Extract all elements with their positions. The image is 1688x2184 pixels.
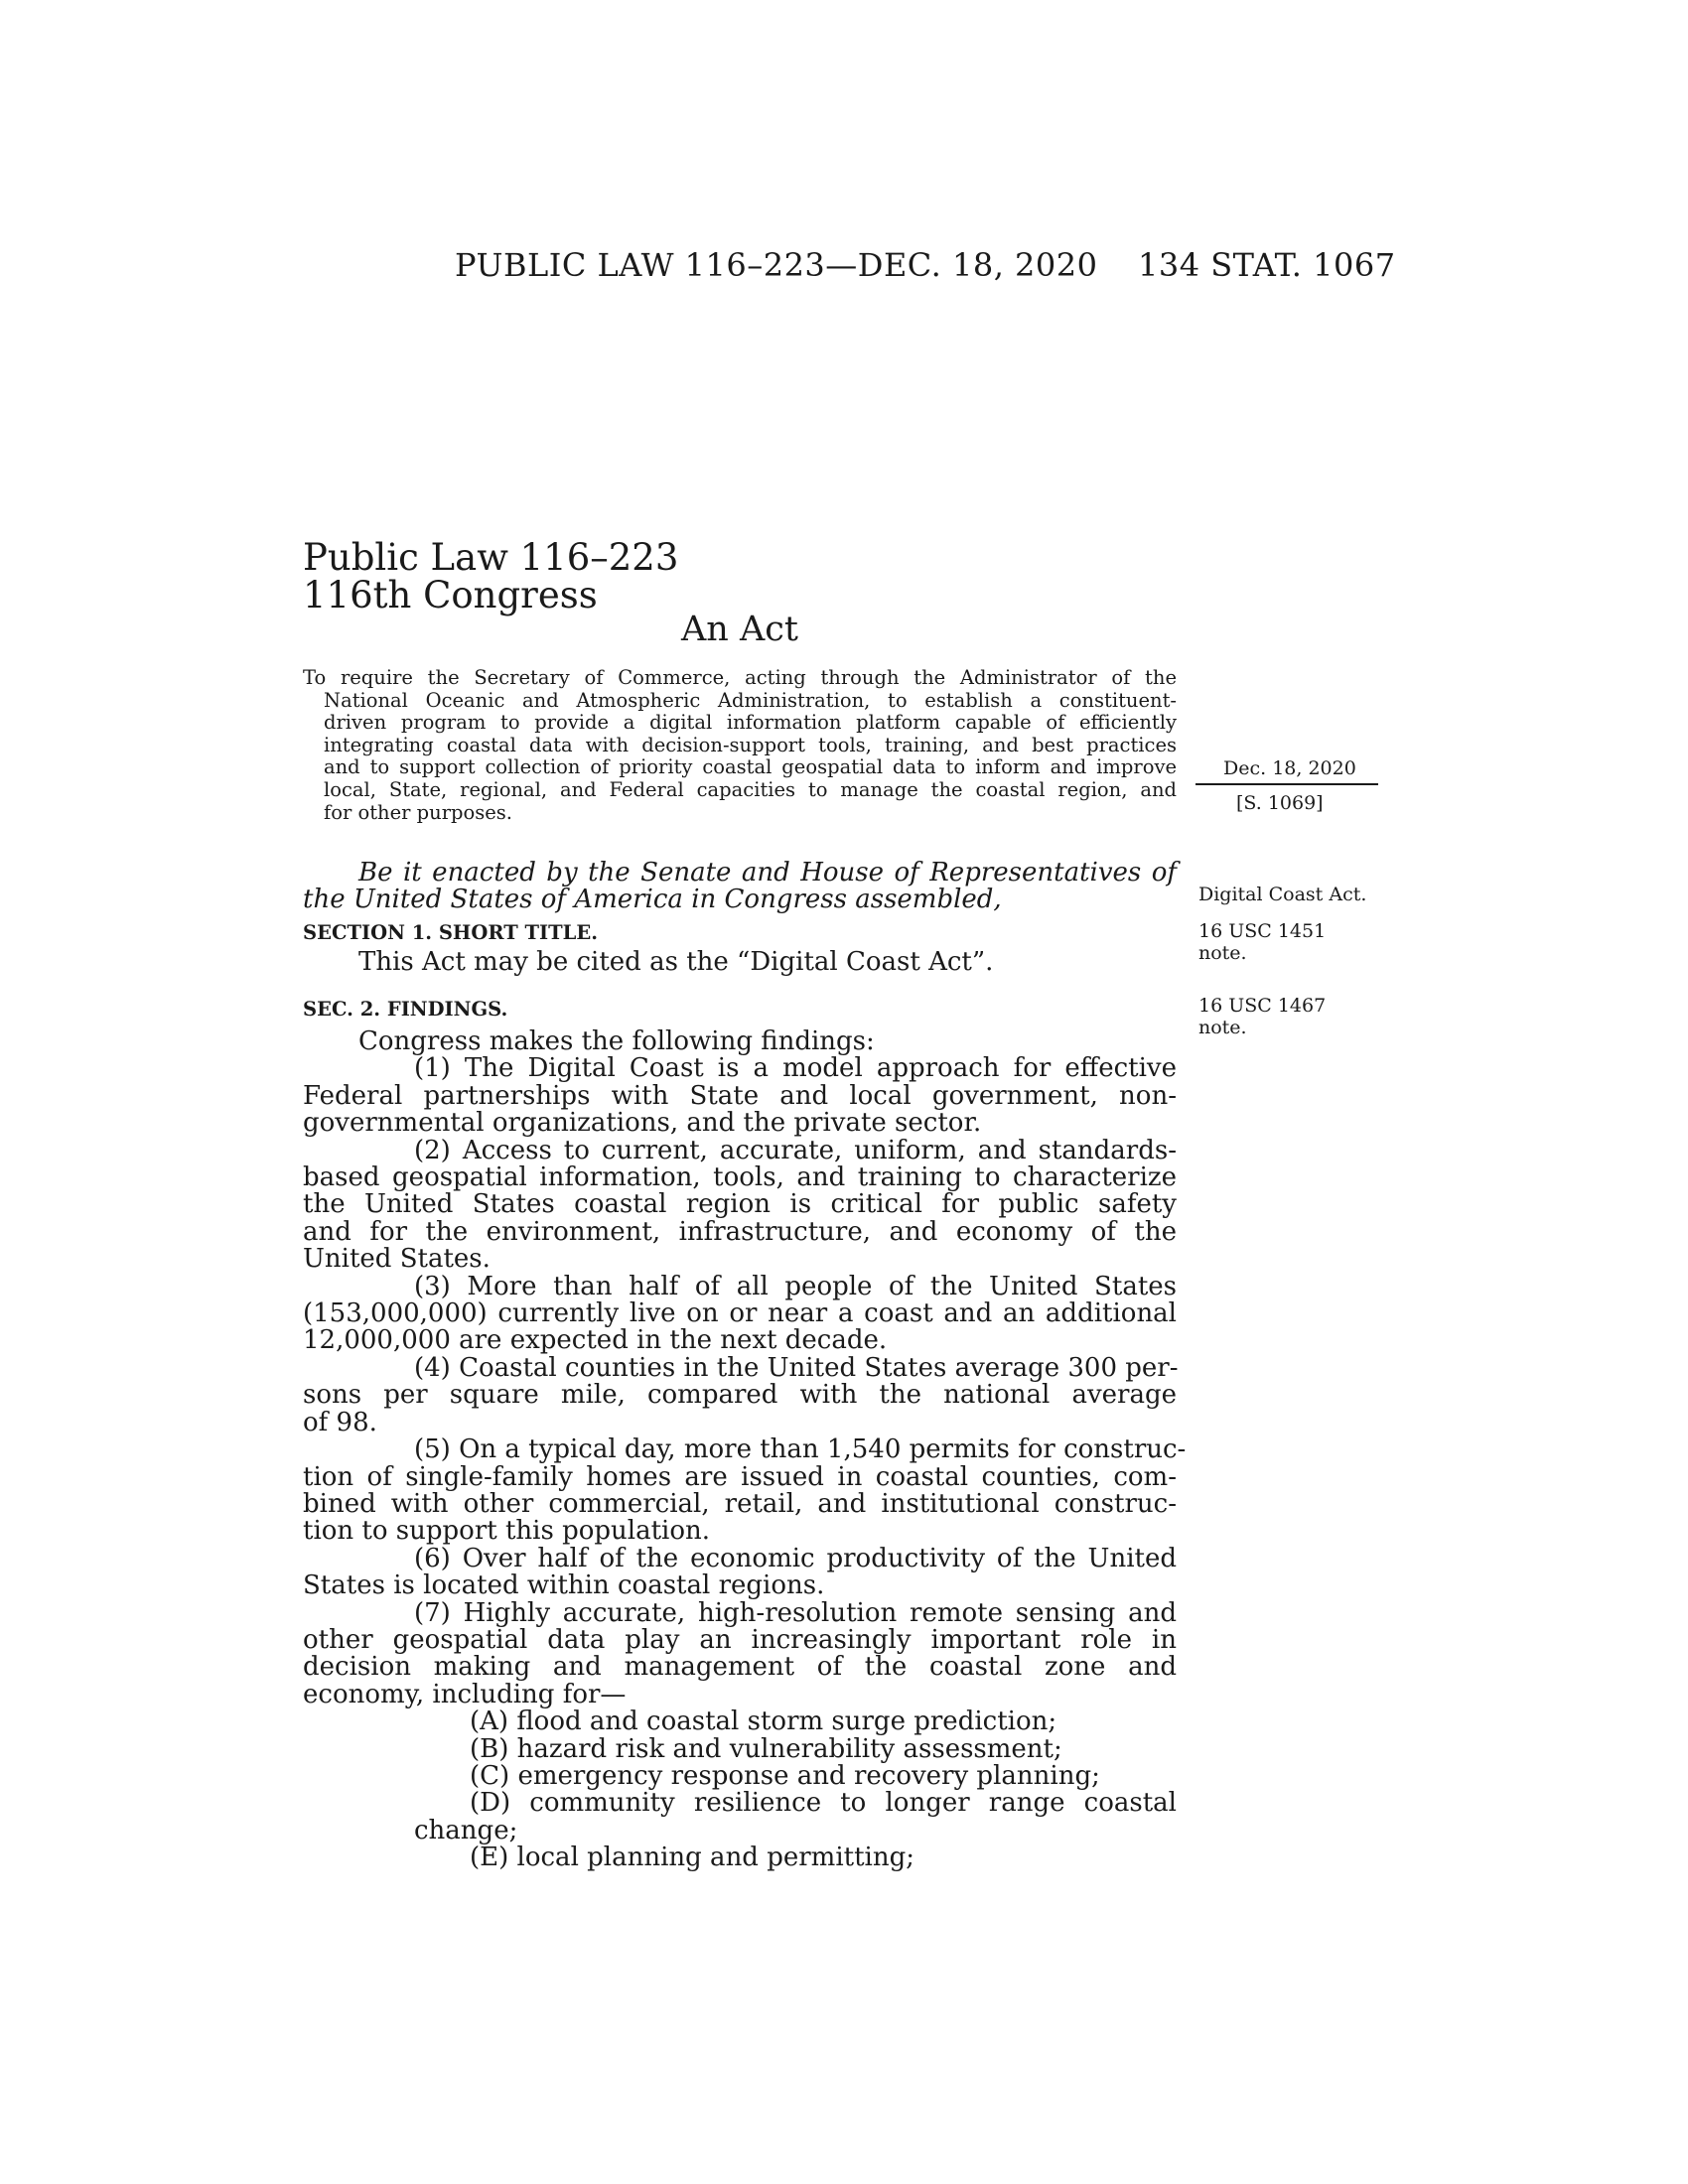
finding-line: United States. [303, 1244, 491, 1275]
finding-line: of 98. [303, 1407, 377, 1437]
subfinding-line: (D) community resilience to longer range coastal [470, 1788, 1177, 1819]
findings-intro: Congress makes the following findings: [358, 1026, 875, 1056]
purpose-line: for other purposes. [324, 800, 513, 824]
finding-line: tion of single-family homes are issued in coastal counties, com- [303, 1461, 1177, 1492]
enacting-line: the United States of America in Congress assembled, [303, 885, 1002, 915]
finding-line: (5) On a typical day, more than 1,540 permits for construc- [414, 1434, 1187, 1465]
section-2-body [303, 1026, 1187, 1873]
margin-note-usc-1: 16 USC 1451 [1198, 920, 1327, 942]
purpose-line: and to support collection of priority coastal geospatial data to inform and improve [324, 755, 1177, 779]
finding-line: other geospatial data play an increasingly important role in [303, 1624, 1177, 1655]
section-2-heading: SEC. 2. FINDINGS. [303, 998, 508, 1021]
subfinding-line: (A) flood and coastal storm surge prediction; [470, 1706, 1057, 1737]
running-head-page-number: 134 STAT. 1067 [1138, 246, 1396, 284]
purpose-line: integrating coastal data with decision-support tools, training, and best practices [324, 733, 1177, 756]
finding-line: (7) Highly accurate, high-resolution remote sensing and [414, 1597, 1177, 1628]
act-heading: An Act [681, 610, 798, 649]
law-number: Public Law 116–223 [303, 536, 679, 579]
section-1-text: This Act may be cited as the “Digital Coast Act”. [358, 947, 994, 977]
purpose-line: To require the Secretary of Commerce, acting through the Administrator of the [303, 666, 1177, 689]
margin-note-divider [1196, 783, 1378, 785]
finding-line: based geospatial information, tools, and training to characterize [303, 1162, 1177, 1193]
finding-line: the United States coastal region is critical for public safety [303, 1189, 1177, 1220]
running-head-left: PUBLIC LAW 116–223—DEC. 18, 2020 [455, 246, 1098, 284]
purpose-line: National Oceanic and Atmospheric Administration, to establish a constituent- [324, 688, 1177, 712]
finding-line: sons per square mile, compared with the national average [303, 1380, 1177, 1411]
finding-line: States is located within coastal regions. [303, 1570, 825, 1601]
margin-note-usc-2: 16 USC 1467 [1198, 995, 1327, 1017]
subfinding-line: change; [414, 1815, 518, 1845]
finding-line: (6) Over half of the economic productivity of the United [414, 1543, 1177, 1573]
margin-note-date: Dec. 18, 2020 [1223, 757, 1356, 779]
subfinding-line: (C) emergency response and recovery planning; [470, 1760, 1100, 1791]
finding-line: (1) The Digital Coast is a model approach for effective [414, 1053, 1177, 1084]
section-1-body [303, 949, 1177, 976]
finding-line: 12,000,000 are expected in the next decade. [303, 1325, 888, 1356]
finding-line: (3) More than half of all people of the United States [414, 1271, 1177, 1301]
finding-line: governmental organizations, and the private sector. [303, 1108, 982, 1139]
margin-note-usc-1-note: note. [1198, 942, 1247, 964]
finding-line: and for the environment, infrastructure, and economy of the [303, 1216, 1177, 1247]
finding-line: tion to support this population. [303, 1516, 711, 1547]
purpose-statement [303, 667, 1177, 824]
subfinding-line: (B) hazard risk and vulnerability assessment; [470, 1733, 1062, 1764]
finding-line: bined with other commercial, retail, and institutional construc- [303, 1488, 1177, 1519]
finding-line: (2) Access to current, accurate, uniform, and standards- [414, 1135, 1177, 1165]
purpose-line: driven program to provide a digital information platform capable of efficiently [324, 711, 1177, 735]
enacting-line: Be it enacted by the Senate and House of Representatives of [358, 858, 1177, 887]
purpose-line: local, State, regional, and Federal capacities to manage the coastal region, and [324, 777, 1177, 801]
subfinding-line: (E) local planning and permitting; [470, 1843, 915, 1873]
finding-line: decision making and management of the coastal zone and [303, 1652, 1177, 1683]
finding-line: (153,000,000) currently live on or near a coast and an additional [303, 1298, 1177, 1329]
finding-line: (4) Coastal counties in the United States average 300 per- [414, 1352, 1179, 1383]
margin-note-short-title: Digital Coast Act. [1198, 884, 1367, 905]
margin-note-bill-number: [S. 1069] [1236, 792, 1324, 814]
enacting-clause [303, 860, 1177, 914]
finding-line: economy, including for— [303, 1679, 627, 1709]
margin-note-usc-2-note: note. [1198, 1017, 1247, 1038]
congress-session: 116th Congress [303, 574, 598, 616]
finding-line: Federal partnerships with State and local government, non- [303, 1080, 1177, 1111]
section-1-heading: SECTION 1. SHORT TITLE. [303, 921, 599, 944]
